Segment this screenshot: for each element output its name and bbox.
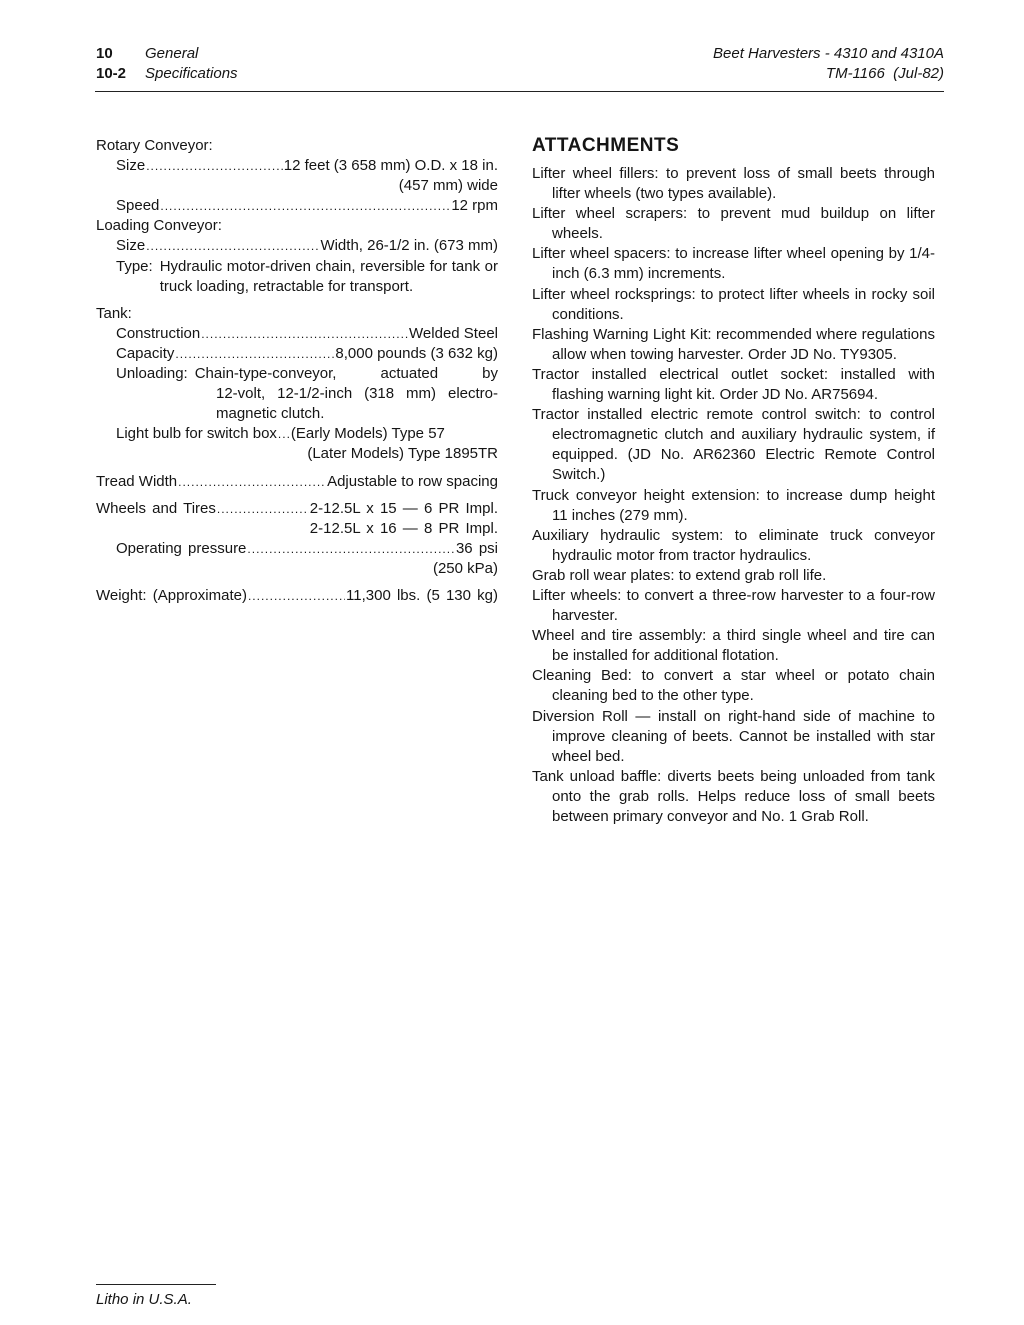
loading-size-value: Width, 26-1/2 in. (673 mm): [320, 237, 498, 255]
loading-conveyor-heading: Loading Conveyor:: [96, 217, 222, 235]
specifications-column: [96, 136, 498, 606]
tread-width-label: Tread Width: [96, 472, 178, 490]
section-number: 10-2: [96, 65, 127, 82]
loading-type-label: Type:: [116, 257, 153, 275]
header-left: [96, 44, 238, 84]
footer-divider: [96, 1284, 216, 1285]
tank-construction-value: Welded Steel: [409, 324, 498, 342]
footer-note: Litho in U.S.A.: [96, 1291, 192, 1308]
wheels-tires-label: Wheels and Tires: [96, 499, 216, 517]
tank-unloading-label: Unloading:: [116, 365, 188, 383]
attachment-item: Lifter wheel rocksprings: to protect lifter wheels in rocky soil conditions.: [532, 285, 935, 323]
document-title: Beet Harvesters - 4310 and 4310A: [713, 45, 944, 62]
attachment-item: Tractor installed electric remote control switch: to control electromagnetic clutch and auxiliary hydraulic system, if equipped. (JD No. AR62360 Electric Remote Control Switch.): [532, 406, 935, 484]
attachment-item: Tractor installed electrical outlet socket: installed with flashing warning light kit. Order JD No. AR75694.: [532, 365, 935, 404]
tank-capacity-row: [96, 344, 498, 364]
attachment-item: Diversion Roll — install on right-hand side of machine to improve cleaning of beets. Cannot be installed with star wheel bed.: [532, 707, 935, 765]
tank-unloading-value-cont: 12-volt, 12-1/2-inch (318 mm) electro-magnetic clutch.: [216, 385, 498, 423]
header-divider: [95, 91, 944, 92]
rotary-size-row: [96, 156, 498, 176]
attachment-item: Flashing Warning Light Kit: recommended where regulations allow when towing harvester. Order JD No. TY9305.: [532, 325, 935, 363]
leader-dots: [160, 196, 450, 216]
leader-dots: [278, 424, 290, 444]
weight-label: Weight: (Approximate): [96, 586, 247, 604]
leader-dots: [248, 586, 345, 606]
operating-pressure-label: Operating pressure: [116, 539, 247, 557]
attachment-item: Lifter wheel spacers: to increase lifter wheel opening by 1/4-inch (6.3 mm) increments.: [532, 245, 935, 283]
tank-bulb-row: [96, 424, 498, 444]
leader-dots: [217, 499, 309, 519]
leader-dots: [178, 472, 326, 492]
attachment-item: Lifter wheels: to convert a three-row harvester to a four-row harvester.: [532, 586, 935, 625]
attachment-item: Lifter wheel fillers: to prevent loss of small beets through lifter wheels (two types available).: [532, 165, 935, 203]
attachment-item: Cleaning Bed: to convert a star wheel or potato chain cleaning bed to the other type.: [532, 667, 935, 705]
operating-pressure-value: 36 psi: [455, 539, 498, 557]
leader-dots: [146, 156, 283, 176]
leader-dots: [201, 324, 408, 344]
tank-bulb-value: (Early Models) Type 57: [290, 425, 445, 443]
rotary-speed-row: [96, 196, 498, 216]
leader-dots: [146, 236, 319, 256]
tank-construction-label: Construction: [116, 324, 201, 342]
tank-bulb-value-cont: (Later Models) Type 1895TR: [307, 445, 498, 463]
attachment-item: Auxiliary hydraulic system: to eliminate truck conveyor hydraulic motor from tractor hydraulics.: [532, 526, 935, 564]
wheels-tires-row: [96, 499, 498, 519]
tank-unloading-value: Chain-type-conveyor, actuated by: [194, 365, 498, 383]
tread-width-row: [96, 472, 498, 492]
header-right: [713, 44, 944, 84]
rotary-size-value-cont: (457 mm) wide: [398, 177, 498, 195]
document-code: TM-1166 (Jul-82): [825, 65, 944, 82]
rotary-size-label: Size: [116, 157, 146, 175]
attachments-column: [532, 133, 935, 827]
operating-pressure-row: [96, 539, 498, 559]
attachment-item: Truck conveyor height extension: to increase dump height 11 inches (279 mm).: [532, 486, 935, 524]
attachments-title: ATTACHMENTS: [532, 135, 680, 156]
chapter-title: General: [145, 45, 199, 62]
wheels-tires-value-cont: 2-12.5L x 16 — 8 PR Impl.: [309, 519, 498, 537]
rotary-speed-value: 12 rpm: [451, 197, 498, 215]
tread-width-value: Adjustable to row spacing: [327, 472, 498, 490]
tank-heading: Tank:: [96, 304, 132, 322]
tank-capacity-value: 8,000 pounds (3 632 kg): [335, 344, 498, 362]
tank-unloading-row: [96, 364, 498, 384]
weight-value: 11,300 lbs. (5 130 kg): [346, 586, 498, 604]
tank-capacity-label: Capacity: [116, 344, 175, 362]
attachment-item: Grab roll wear plates: to extend grab roll life.: [532, 566, 827, 584]
wheels-tires-value: 2-12.5L x 15 — 6 PR Impl.: [309, 499, 498, 517]
attachment-item: Tank unload baffle: diverts beets being unloaded from tank onto the grab rolls. Helps reduce loss of small beets between primary conveyor and No. 1 Grab Roll.: [532, 767, 935, 825]
section-title: Specifications: [145, 65, 238, 82]
loading-type-value: Hydraulic motor-driven chain, reversible for tank or truck loading, retractable for transport.: [159, 257, 498, 295]
rotary-size-value: 12 feet (3 658 mm) O.D. x 18 in.: [283, 157, 498, 175]
leader-dots: [175, 344, 334, 364]
loading-size-label: Size: [116, 237, 146, 255]
attachment-item: Lifter wheel scrapers: to prevent mud buildup on lifter wheels.: [532, 205, 935, 243]
tank-bulb-label: Light bulb for switch box: [116, 425, 277, 443]
operating-pressure-value-cont: (250 kPa): [432, 559, 498, 577]
tank-construction-row: [96, 324, 498, 344]
leader-dots: [247, 539, 455, 559]
rotary-speed-label: Speed: [116, 197, 160, 215]
chapter-number: 10: [96, 45, 113, 62]
attachment-item: Wheel and tire assembly: a third single wheel and tire can be installed for additional flotation.: [532, 627, 935, 665]
loading-size-row: [96, 236, 498, 256]
rotary-conveyor-heading: Rotary Conveyor:: [96, 137, 213, 154]
loading-type-row: [96, 257, 498, 297]
weight-row: [96, 586, 498, 606]
